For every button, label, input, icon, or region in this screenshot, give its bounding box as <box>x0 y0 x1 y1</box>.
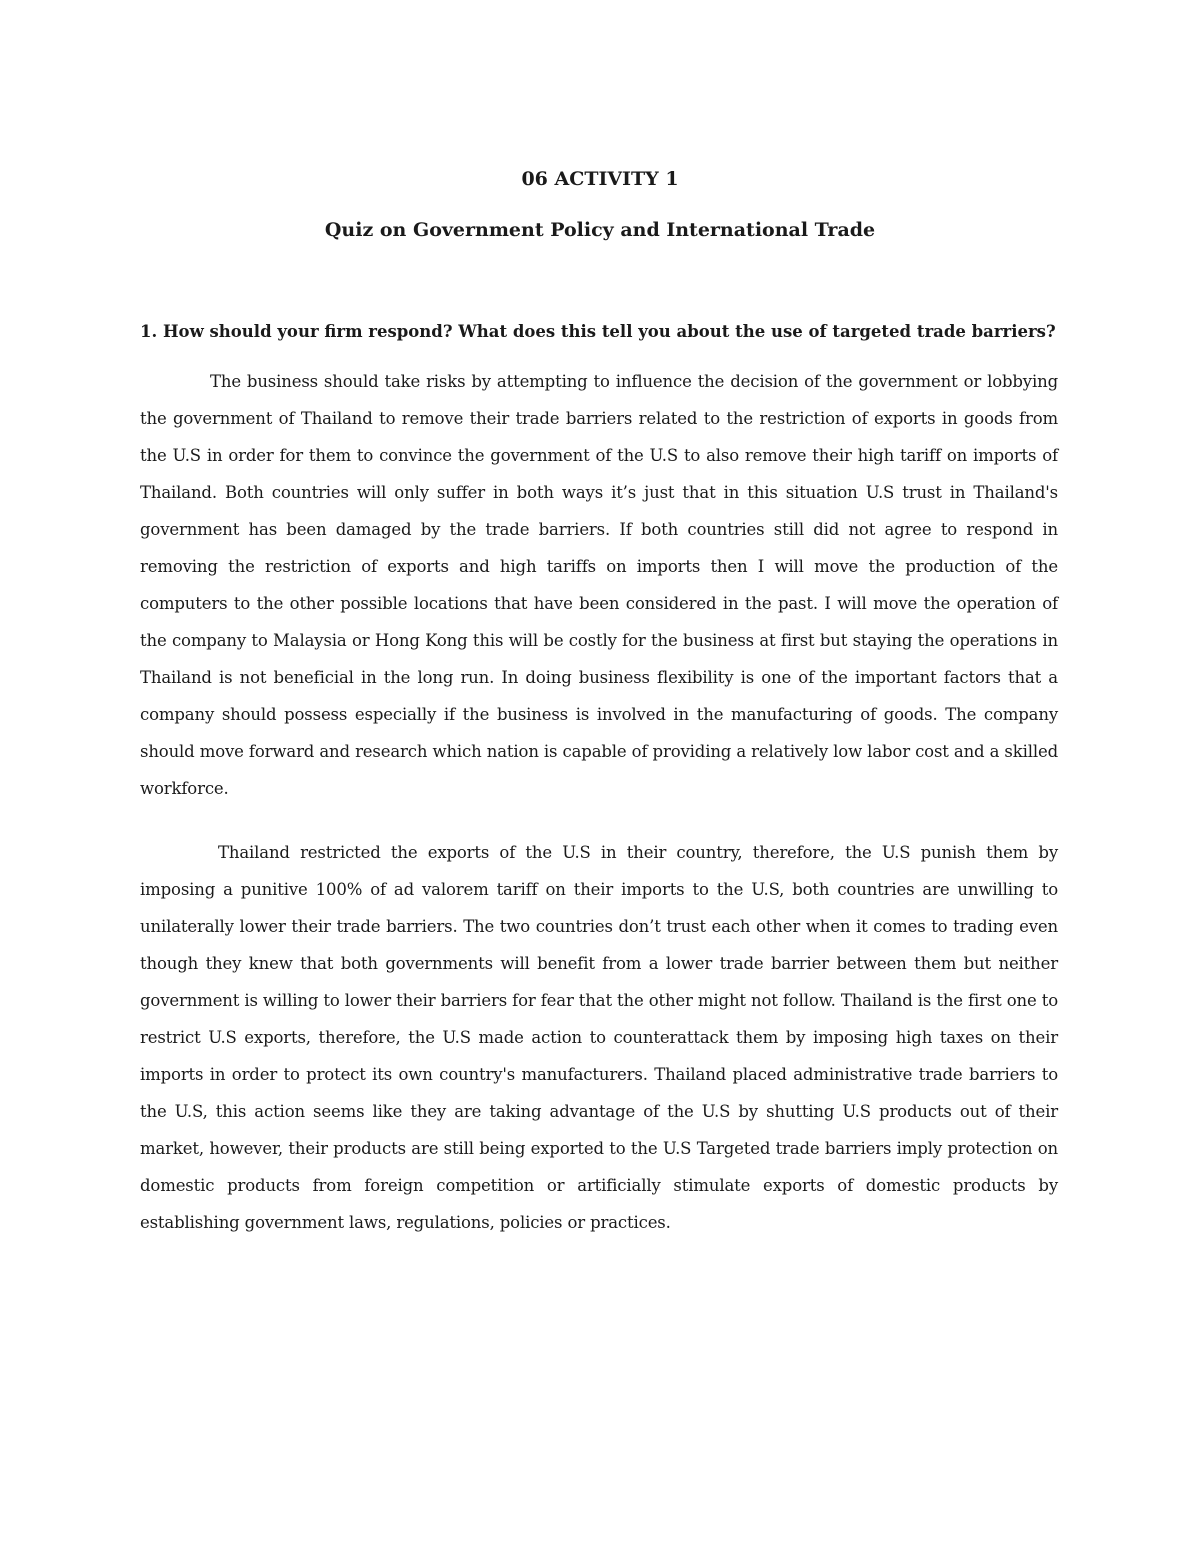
answer-paragraph-2: Thailand restricted the exports of the U.S in their country, therefore, the U.S punish them by imposing a punitive 100% of ad valorem tariff on their imports to the U.S, both countries are unwilling to unilaterally lower their trade barriers. The two countries don’t trust each other when it comes to trading even though they knew that both governments will benefit from a lower trade barrier between them but neither government is willing to lower their barriers for fear that the other might not follow. Thailand is the first one to restrict U.S exports, therefore, the U.S made action to counterattack them by imposing high taxes on their imports in order to protect its own country's manufacturers. Thailand placed administrative trade barriers to the U.S, this action seems like they are taking advantage of the U.S by shutting U.S products out of their market, however, their products are still being exported to the U.S Targeted trade barriers imply protection on domestic products from foreign competition or artificially stimulate exports of domestic products by establishing government laws, regulations, policies or practices. <box>140 843 1058 1232</box>
answer-paragraph-1: The business should take risks by attempting to influence the decision of the government or lobbying the government of Thailand to remove their trade barriers related to the restriction of exports in goods from the U.S in order for them to convince the government of the U.S to also remove their high tariff on imports of Thailand. Both countries will only suffer in both ways it’s just that in this situation U.S trust in Thailand's government has been damaged by the trade barriers. If both countries still did not agree to respond in removing the restriction of exports and high tariffs on imports then I will move the production of the computers to the other possible locations that have been considered in the past. I will move the operation of the company to Malaysia or Hong Kong this will be costly for the business at first but staying the operations in Thailand is not beneficial in the long run. In doing business flexibility is one of the important factors that a company should possess especially if the business is involved in the manufacturing of goods. The company should move forward and research which nation is capable of providing a relatively low labor cost and a skilled workforce. <box>140 372 1058 798</box>
question-heading: 1. How should your firm respond? What does this tell you about the use of targeted trade barriers? <box>140 322 1056 341</box>
document-title: 06 ACTIVITY 1 <box>521 168 679 190</box>
document-subtitle: Quiz on Government Policy and International Trade <box>324 219 876 241</box>
